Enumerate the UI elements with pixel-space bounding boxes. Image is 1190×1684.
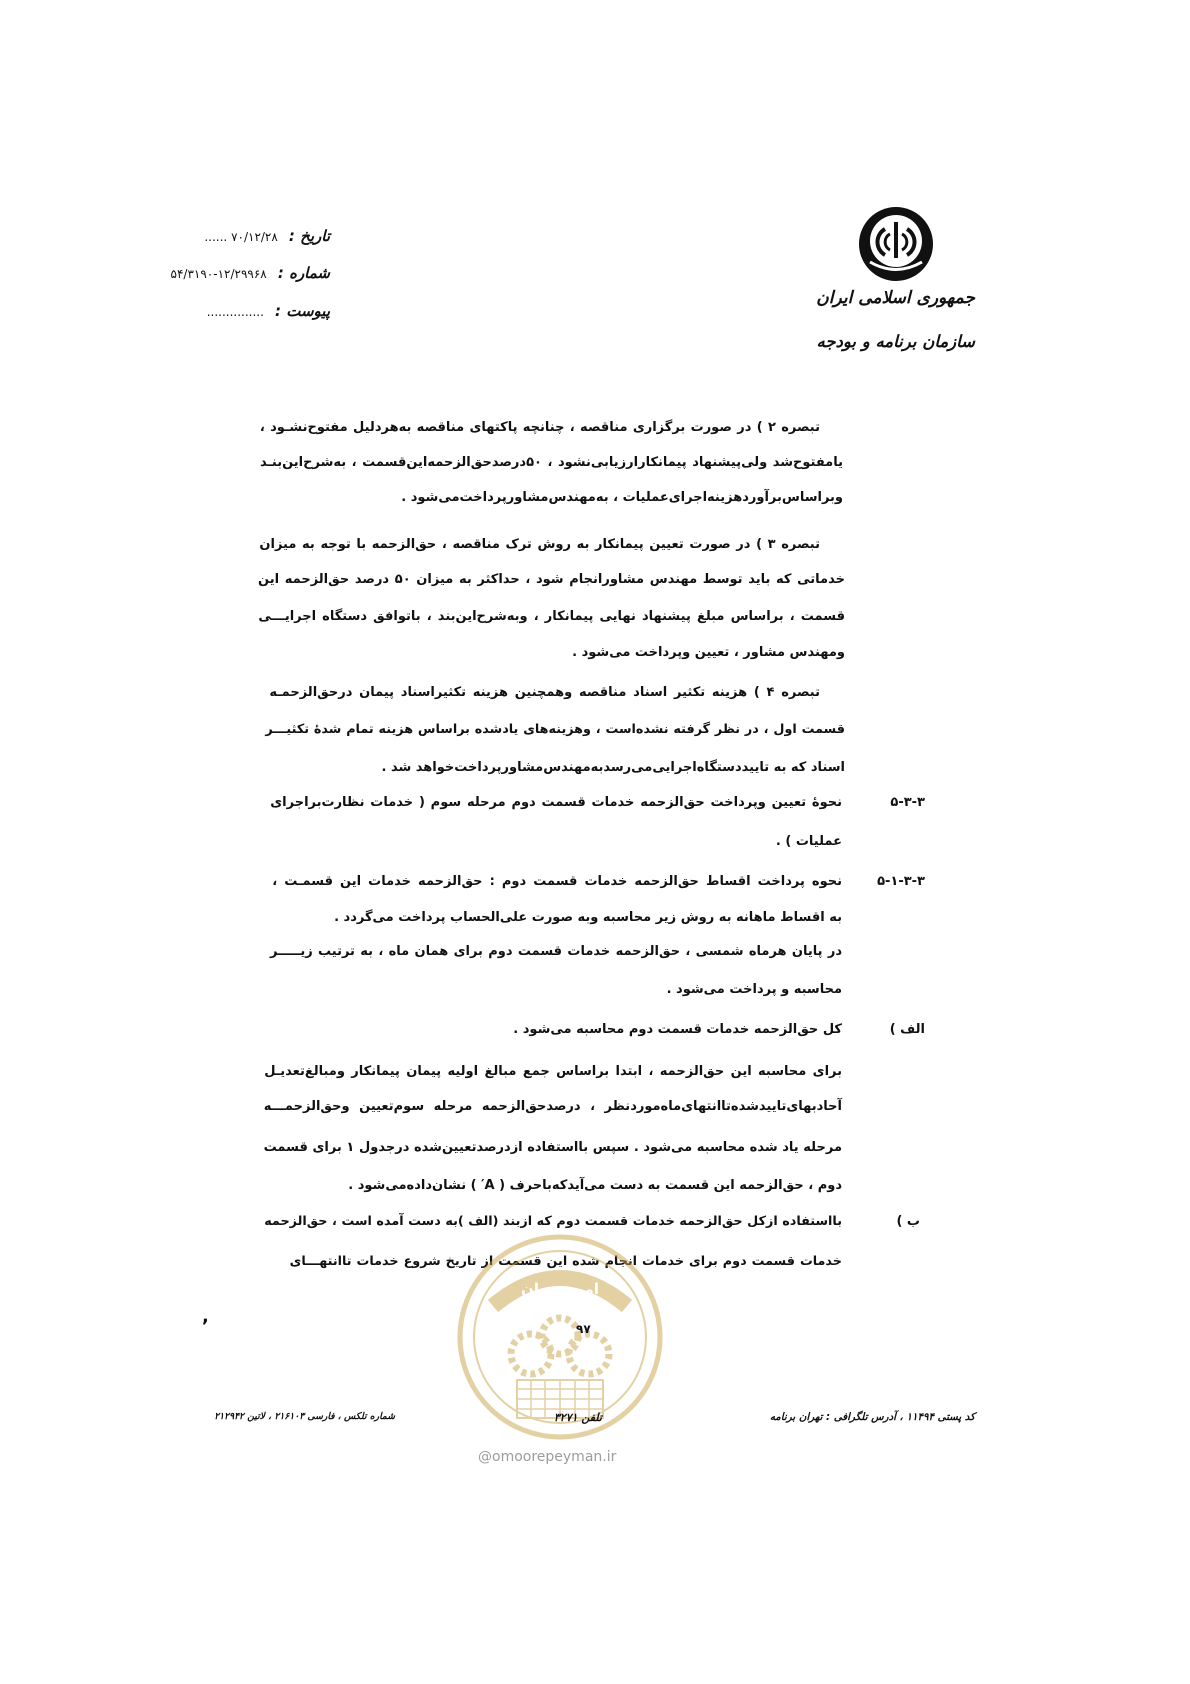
number-value: ۱۲/۲۹۹۶۸-۵۴/۳۱۹۰	[170, 267, 267, 281]
attachment-row	[207, 299, 330, 323]
body-line-text: قسمت ، براساس مبلغ پیشنهاد نهایی پیمانکار ، وبه‌شرح‌این‌بند ، باتوافق دستگاه اجرایـــی	[258, 609, 845, 624]
body-line	[270, 941, 842, 963]
body-line	[348, 1175, 842, 1197]
body-line	[265, 682, 820, 704]
body-line	[265, 719, 845, 741]
item-label-be: ب )	[896, 1214, 920, 1229]
body-line	[334, 907, 842, 929]
number-row	[171, 261, 330, 285]
body-line	[513, 1019, 842, 1041]
body-line-text: قسمت اول ، در نظر گرفته نشده‌است ، وهزینه‌های یادشده براساس هزینه تمام شدهٔ تکثیـــر	[265, 722, 845, 737]
body-line-text: بااستفاده ازکل حق‌الزحمه خدمات قسمت دوم که ازبند (الف )به دست آمده است ، حق‌الزحمه	[264, 1214, 842, 1229]
body-line-text: دوم ، حق‌الزحمه این قسمت به دست می‌آیدکه‌باحرف ( A′ ) نشان‌داده‌می‌شود .	[348, 1178, 842, 1193]
iran-emblem-icon	[857, 205, 935, 283]
date-row	[204, 224, 330, 248]
body-line-text: مرحله یاد شده محاسبه می‌شود . سپس بااستفاده ازدرصدتعیین‌شده درجدول ۱ برای قسمت	[263, 1140, 842, 1155]
body-line-text: در پایان هرماه شمسی ، حق‌الزحمه خدمات قسمت دوم برای همان ماه ، به ترتیب زیـــــر	[270, 944, 842, 959]
body-line-text: محاسبه و پرداخت می‌شود .	[666, 982, 842, 997]
date-value: ۷۰/۱۲/۲۸ ......	[204, 230, 278, 244]
body-line-text: تبصره ۴ ) هزینه تکثیر اسناد مناقصه وهمچنین هزینه تکثیراسناد پیمان درحق‌الزحمـه	[269, 685, 820, 700]
body-line-text: یامفتوح‌شد ولی‌پیشنهاد پیمانکارارزیابی‌نشود ، ۵۰درصدحق‌الزحمه‌این‌قسمت ، به‌شرح‌این‌بنـد	[259, 455, 843, 470]
attachment-label: پیوست :	[275, 302, 330, 320]
body-line	[264, 1211, 842, 1233]
body-line	[667, 979, 842, 1001]
number-label: شماره :	[277, 264, 330, 282]
body-line-text: به اقساط ماهانه به روش زیر محاسبه وبه صورت علی‌الحساب پرداخت می‌گردد .	[334, 910, 842, 925]
body-line	[258, 417, 820, 439]
body-line	[382, 757, 846, 779]
body-line-text: خدماتی که باید توسط مهندس مشاورانجام شود ، حداکثر به میزان ۵۰ درصد حق‌الزحمه این	[258, 572, 845, 587]
footer-address: کد پستی ۱۱۴۹۴ ، آدرس تلگرافی : تهران برنامه	[769, 1411, 975, 1423]
body-line-text: خدمات قسمت دوم برای خدمات انجام شده این قسمت از تاریخ شروع خدمات تاانتهـــای	[289, 1254, 842, 1269]
footer-telex: شماره تلکس ، فارسی ۲۱۶۱۰۳ ، لاتین ۲۱۲۹۴۲	[214, 1411, 395, 1422]
margin-mark: ,	[202, 1306, 209, 1327]
organization-name: سازمان برنامه و بودجه	[816, 332, 975, 351]
body-line-text: برای محاسبه این حق‌الزحمه ، ابتدا براساس جمع مبالغ اولیه پیمان پیمانکار ومبالغ‌تعدیـل	[264, 1064, 842, 1079]
body-line-text: تبصره ۲ ) در صورت برگزاری مناقصه ، چنانچه پاکتهای مناقصه به‌هردلیل مفتوح‌نشـود ،	[259, 420, 820, 435]
body-line	[264, 1096, 842, 1118]
page-number: ۹۷	[576, 1322, 591, 1336]
body-line-text: نحوهٔ تعیین وپرداخت حق‌الزحمه خدمات قسمت دوم مرحله سوم ( خدمات نظارت‌براجرای	[270, 795, 842, 810]
body-line-text: ومهندس مشاور ، تعیین وپرداخت می‌شود .	[572, 645, 845, 660]
body-line	[401, 487, 843, 509]
body-line	[258, 569, 845, 591]
watermark-site-text: @omoorepeyman.ir	[478, 1449, 617, 1465]
body-line	[260, 452, 843, 474]
body-line	[776, 831, 842, 853]
country-name: جمهوری اسلامی ایران	[816, 288, 975, 308]
body-line	[258, 606, 845, 628]
body-line-text: آحادبهای‌تاییدشده‌تاانتهای‌ماه‌موردنظر ، درصدحق‌الزحمه مرحله سوم‌تعیین وحق‌الزحمـــه	[263, 1099, 842, 1114]
body-line-text: تبصره ۳ ) در صورت تعیین پیمانکار به روش ترک مناقصه ، حق‌الزحمه با توجه به میزان	[259, 537, 820, 552]
body-line-text: وبراساس‌برآوردهزینه‌اجرای‌عملیات ، به‌مهندس‌مشاورپرداخت‌می‌شود .	[401, 490, 843, 505]
section-number: ۵-۳-۳	[890, 795, 925, 810]
body-line-text: عملیات ) .	[775, 834, 842, 849]
body-line	[257, 534, 820, 556]
watermark-logo-text: امور پیمان	[521, 1280, 599, 1298]
section-number: ۵-۱-۳-۳	[877, 874, 925, 889]
body-line	[270, 792, 842, 814]
body-line-text: کل حق‌الزحمه خدمات قسمت دوم محاسبه می‌شود .	[513, 1022, 842, 1037]
body-line-text: اسناد که به تاییددستگاه‌اجرایی‌می‌رسدبه‌مهندس‌مشاورپرداخت‌خواهد شد .	[381, 760, 845, 775]
body-line	[572, 642, 845, 664]
item-label-alef: الف )	[889, 1022, 925, 1037]
body-line	[264, 1137, 842, 1159]
date-label: تاریخ :	[288, 227, 330, 245]
footer-phone: تلفن ۳۲۷۱	[553, 1411, 602, 1424]
attachment-value: ...............	[206, 305, 264, 319]
body-line-text: نحوه پرداخت اقساط حق‌الزحمه خدمات قسمت دوم : حق‌الزحمه خدمات این قسمـت ،	[272, 874, 842, 889]
body-line	[264, 1061, 842, 1083]
body-line	[270, 871, 842, 893]
